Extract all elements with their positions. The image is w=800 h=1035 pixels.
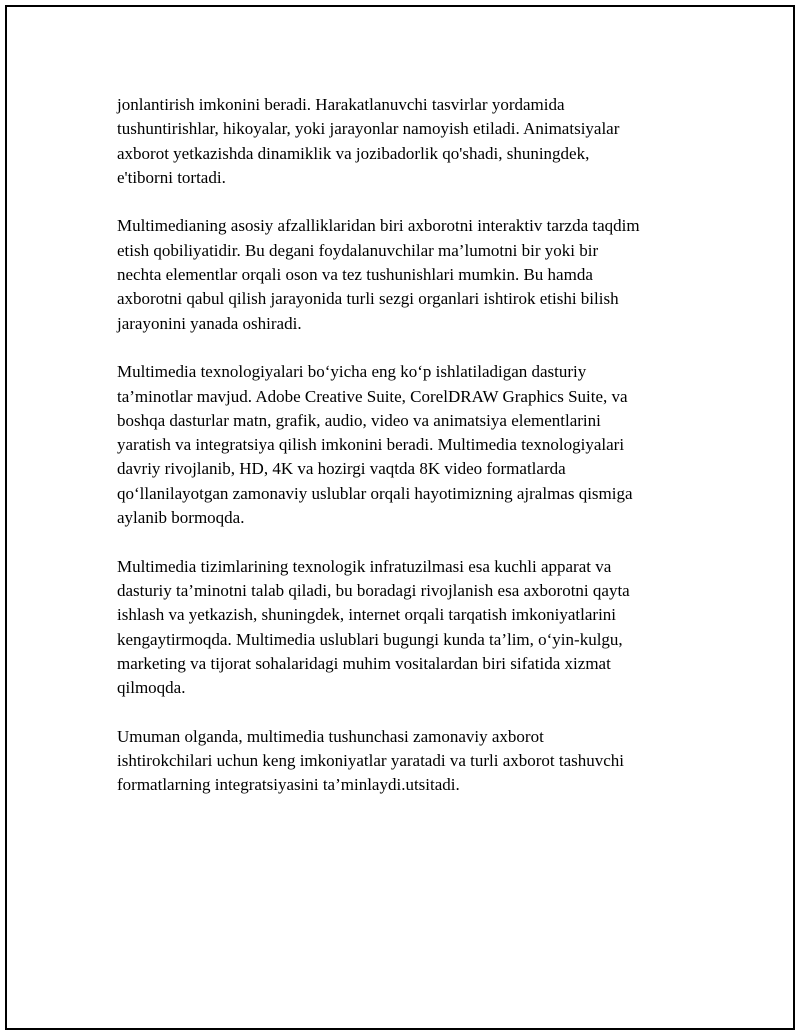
document-body [117, 93, 697, 822]
paragraph-animation: jonlantirish imkonini beradi. Harakatlanuvchi tasvirlar yordamida tushuntirishlar, hikoyalar, yoki jarayonlar namoyish etiladi. Animatsiyalar axborot yetkazishda dinamiklik va jozibadorlik qo'shadi, shuningdek, e'tiborni tortadi. [117, 95, 620, 187]
paragraph-software: Multimedia texnologiyalari bo‘yicha eng ko‘p ishlatiladigan dasturiy ta’minotlar mavjud. Adobe Creative Suite, CorelDRAW Graphics Suite, va boshqa dasturlar matn, grafik, audio, video va animatsiya elementlarini yaratish va integratsiya qilish imkonini beradi. Multimedia texnologiyalari davriy rivojlanib, HD, 4K va hozirgi vaqtda 8K video formatlarda qo‘llanilayotgan zamonaviy uslublar orqali hayotimizning ajralmas qismiga aylanib bormoqda. [117, 362, 633, 528]
paragraph-infrastructure: Multimedia tizimlarining texnologik infratuzilmasi esa kuchli apparat va dasturiy ta’minotni talab qiladi, bu boradagi rivojlanish esa axborotni qayta ishlash va yetkazish, shuningdek, internet orqali tarqatish imkoniyatlarini kengaytirmoqda. Multimedia uslublari bugungi kunda ta’lim, o‘yin-kulgu, marketing va tijorat sohalaridagi muhim vositalardan biri sifatida xizmat qilmoqda. [117, 556, 630, 698]
paragraph-advantages: Multimedianing asosiy afzalliklaridan biri axborotni interaktiv tarzda taqdim etish qobiliyatidir. Bu degani foydalanuvchilar ma’lumotni bir yoki bir nechta elementlar orqali oson va tez tushunishlari mumkin. Bu hamda axborotni qabul qilish jarayonida turli sezgi organlari ishtirok etishi bilish jarayonini yanada oshiradi. [117, 216, 640, 333]
paragraph-conclusion: Umuman olganda, multimedia tushunchasi zamonaviy axborot ishtirokchilari uchun keng imkoniyatlar yaratadi va turli axborot tashuvchi formatlarning integratsiyasini ta’minlaydi.utsitadi. [117, 726, 625, 795]
